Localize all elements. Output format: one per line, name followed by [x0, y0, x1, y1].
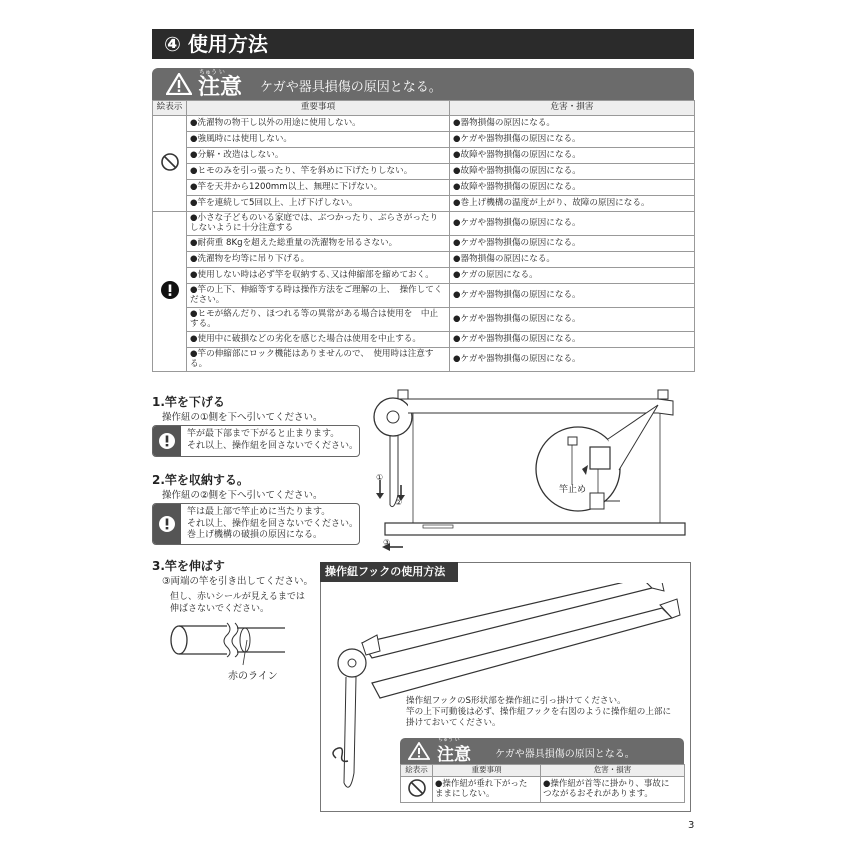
hook-instructions	[406, 696, 671, 729]
header-harm: 危害・損害	[450, 101, 695, 116]
step2-warn-line2: それ以上、操作紐を回さないでください。	[187, 518, 359, 529]
table-row	[153, 268, 695, 284]
step2-warning	[152, 503, 360, 545]
table-item-cell: ●竿の上下、伸縮等する時は操作方法をご理解の上、 操作してください。	[187, 284, 450, 308]
hook-text-line3: 掛けておいてください。	[406, 718, 501, 728]
step2-warn-line3: 巻上げ機構の破損の原因になる。	[187, 530, 323, 540]
prohibited-icon	[407, 778, 427, 798]
diagram-label-3: ③	[383, 538, 391, 547]
step2-title: 2.竿を収納する。	[152, 473, 249, 487]
page-number: 3	[688, 820, 695, 831]
step3-sub: ③両端の竿を引き出してください。	[162, 576, 314, 587]
step1-warning	[152, 425, 360, 457]
table-item-cell: ●使用しない時は必ず竿を収納する､又は伸縮部を縮めておく｡	[187, 268, 450, 284]
caution-table	[152, 100, 695, 372]
exclamation-icon	[153, 504, 181, 544]
caution-word: 注意	[198, 75, 243, 100]
mandatory-exclamation-icon	[160, 280, 180, 300]
header-important: 重要事項	[187, 101, 450, 116]
table-harm-cell: ●故障や器物損傷の原因になる。	[450, 164, 695, 180]
table-row	[153, 212, 695, 236]
table-harm-cell: ●ケガや器物損傷の原因になる。	[450, 212, 695, 236]
step2-sub: 操作紐の②側を下へ引いてください。	[162, 490, 323, 501]
table-harm-cell: ●巻上げ機構の温度が上がり、故障の原因になる。	[450, 196, 695, 212]
table-item-cell: ●竿の伸縮部にロック機能はありませんので、 使用時は注意する。	[187, 348, 450, 372]
diagram-label-2: ②	[395, 498, 403, 507]
hook-header-harm: 危害・損害	[541, 765, 685, 777]
table-item-cell: ●竿を連続して5回以上、上げ下げしない。	[187, 196, 450, 212]
table-harm-cell: ●故障や器物損傷の原因になる。	[450, 180, 695, 196]
step2-warn-line1: 竿は最上部で竿止めに当たります。	[187, 507, 331, 517]
step1-warn-line1: 竿が最下部まで下がると止まります。	[187, 429, 340, 439]
hoist-diagram	[368, 385, 688, 560]
table-item-cell: ●洗濯物を均等に吊り下げる。	[187, 252, 450, 268]
table-item-cell: ●竿を天井から1200mm以上、無理に下げない。	[187, 180, 450, 196]
table-item-cell: ●使用中に破損などの劣化を感じた場合は使用を中止する。	[187, 332, 450, 348]
table-item-cell: ●耐荷重 8Kgを超えた総重量の洗濯物を吊るさない。	[187, 236, 450, 252]
warning-triangle-icon	[408, 742, 430, 760]
table-row	[153, 196, 695, 212]
red-line-label: 赤のライン	[228, 671, 278, 682]
table-item-cell: ●ヒモが絡んだり、ほつれる等の異常がある場合は使用を 中止する。	[187, 308, 450, 332]
step3-note2: 伸ばさないでください。	[170, 604, 270, 614]
table-row	[153, 164, 695, 180]
table-harm-cell: ●ケガや器物損傷の原因になる。	[450, 308, 695, 332]
table-item-cell: ●洗濯物の物干し以外の用途に使用しない。	[187, 116, 450, 132]
caution-ruby: ちゅう い	[199, 69, 225, 76]
diagram-label-1: ①	[376, 473, 384, 482]
section-title: ④ 使用方法	[152, 29, 694, 59]
table-harm-cell: ●ケガや器物損傷の原因になる。	[450, 348, 695, 372]
hook-usage-title: 操作紐フックの使用方法	[320, 562, 458, 582]
table-harm-cell: ●ケガの原因になる。	[450, 268, 695, 284]
prohibited-icon-cell	[401, 777, 433, 803]
table-item-cell: ●強風時には使用しない。	[187, 132, 450, 148]
mandatory-icon-cell	[153, 212, 187, 372]
hook-text-line2: 竿の上下可動後は必ず、操作紐フックを右図のように操作紐の上部に	[406, 707, 672, 717]
table-row	[153, 252, 695, 268]
step1-sub: 操作紐の①側を下へ引いてください。	[162, 412, 323, 423]
table-row	[153, 116, 695, 132]
table-row	[153, 284, 695, 308]
table-row	[153, 236, 695, 252]
table-harm-cell: ●ケガや器物損傷の原因になる。	[450, 332, 695, 348]
hook-header-pictogram: 絵表示	[401, 765, 433, 777]
step3-title: 3.竿を伸ばす	[152, 559, 225, 573]
table-harm-cell: ●器物損傷の原因になる。	[450, 116, 695, 132]
table-harm-cell: ●故障や器物損傷の原因になる。	[450, 148, 695, 164]
table-row	[153, 308, 695, 332]
table-row	[153, 348, 695, 372]
table-item-cell: ●分解・改造はしない。	[187, 148, 450, 164]
hook-caution-ruby: ちゅう い	[438, 737, 460, 743]
step1-title: 1.竿を下げる	[152, 395, 225, 409]
hook-caution-desc: ケガや器具損傷の原因となる。	[495, 749, 635, 760]
step1-warn-line2: それ以上、操作紐を回さないでください。	[187, 440, 359, 451]
header-pictogram: 絵表示	[153, 101, 187, 116]
table-row	[153, 180, 695, 196]
hook-caution-table	[400, 764, 685, 803]
step3-note1: 但し、赤いシールが見えるまでは	[170, 592, 305, 602]
prohibited-icon	[160, 152, 180, 172]
table-row	[153, 332, 695, 348]
hook-text-line1: 操作紐フックのS形状部を操作紐に引っ掛けてください。	[406, 696, 626, 706]
table-harm-cell: ●ケガや器物損傷の原因になる。	[450, 132, 695, 148]
stopper-label: 竿止め	[559, 485, 587, 495]
table-row	[153, 148, 695, 164]
hook-caution-word: 注意	[437, 745, 471, 765]
warning-triangle-icon	[166, 73, 192, 95]
table-harm-cell: ●器物損傷の原因になる。	[450, 252, 695, 268]
pole-extension-illustration	[165, 615, 315, 675]
table-row	[153, 132, 695, 148]
table-item-cell: ●小さな子どものいる家庭では、ぶつかったり、ぶらさがったり しないように十分注意する	[187, 212, 450, 236]
hook-caution-banner	[400, 738, 684, 764]
table-harm-cell: ●ケガや器物損傷の原因になる。	[450, 236, 695, 252]
exclamation-icon	[153, 426, 181, 456]
caution-banner	[152, 68, 694, 100]
table-item-cell: ●ヒモのみを引っ張ったり、竿を斜めに下げたりしない。	[187, 164, 450, 180]
caution-description: ケガや器具損傷の原因となる。	[260, 80, 442, 95]
prohibited-icon-cell	[153, 116, 187, 212]
table-harm-cell: ●ケガや器物損傷の原因になる。	[450, 284, 695, 308]
hook-row-item: ●操作紐が垂れ下がった ままにしない。	[433, 777, 541, 803]
hook-header-important: 重要事項	[433, 765, 541, 777]
hook-row-harm: ●操作紐が首等に掛かり、事故に つながるおそれがあります。	[541, 777, 685, 803]
